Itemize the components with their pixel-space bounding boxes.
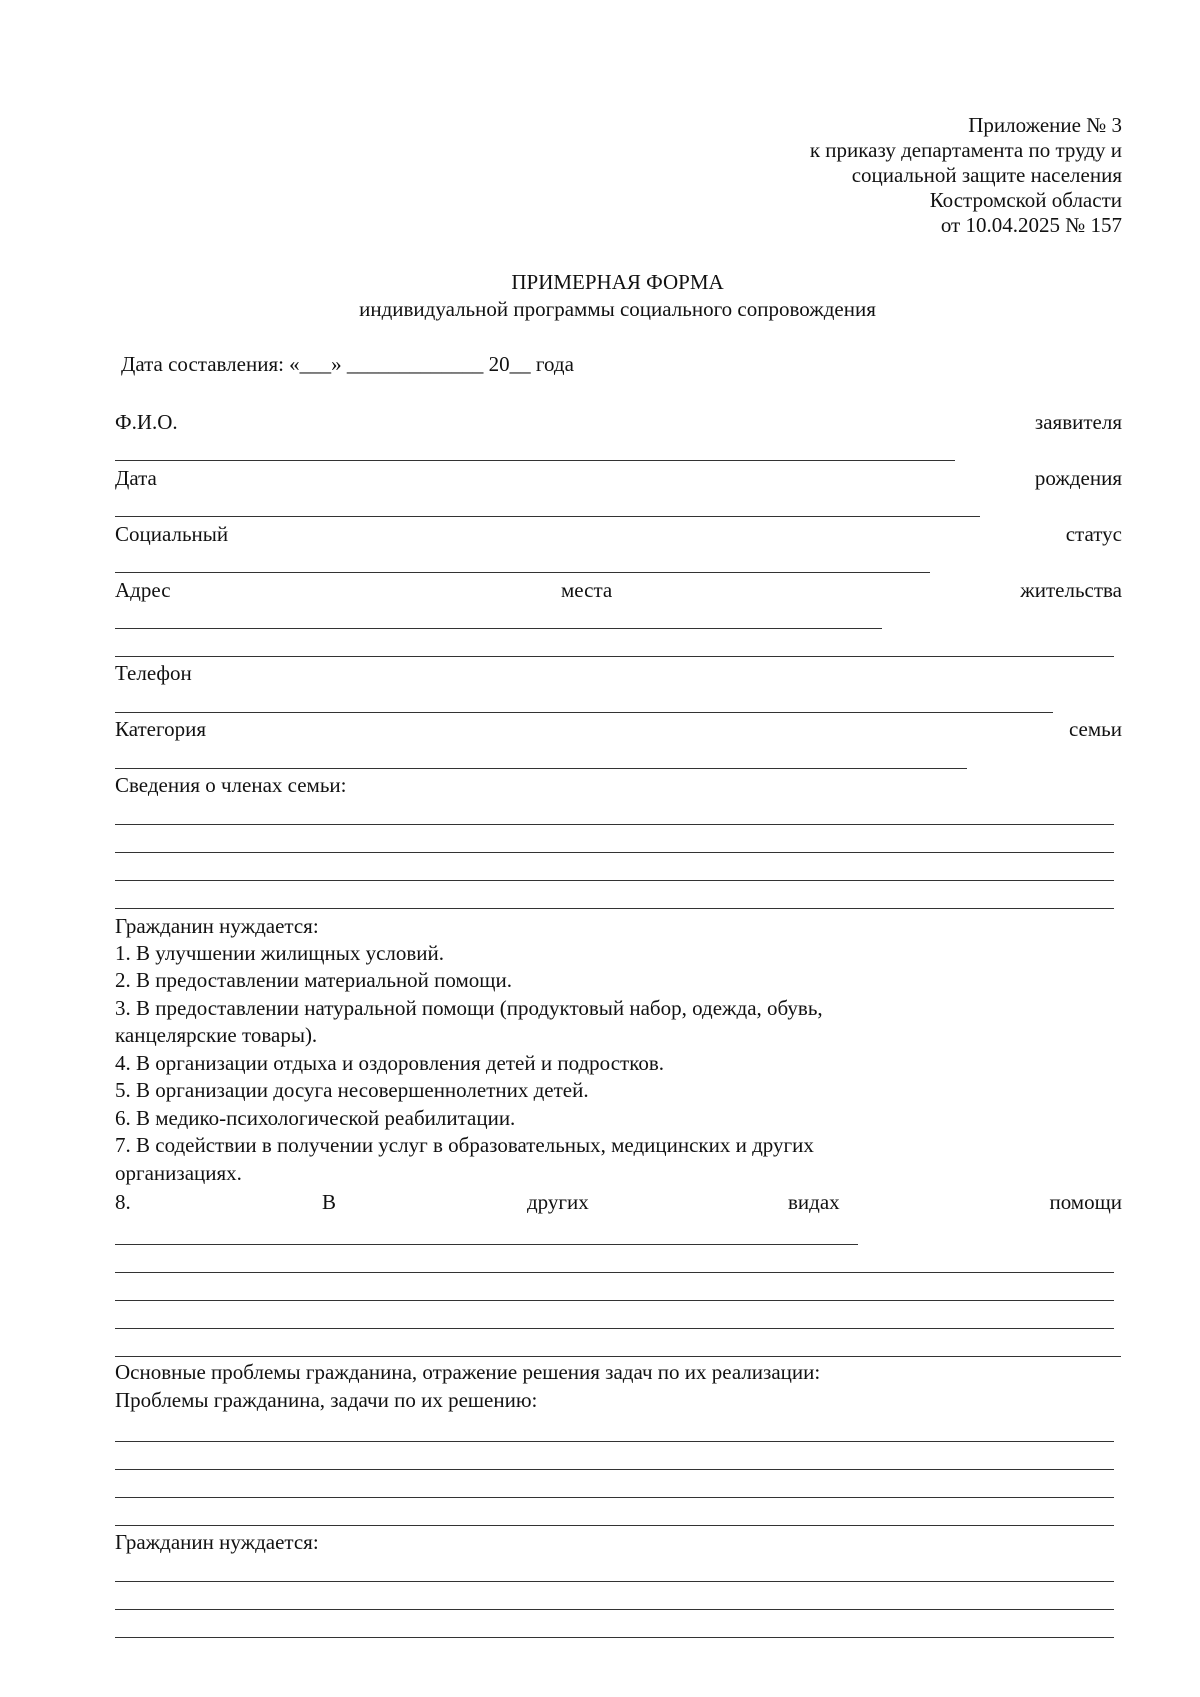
other-help-line[interactable] xyxy=(115,1328,1114,1329)
address-label: Адрес xyxy=(115,578,171,602)
address-suffix: жительства xyxy=(1020,578,1122,602)
needs-item: 7. В содействии в получении услуг в образовательных, медицинских и других xyxy=(115,1133,814,1157)
needs2-line[interactable] xyxy=(115,1637,1114,1638)
item8-word: помощи xyxy=(1049,1190,1122,1214)
needs-item: 4. В организации отдыха и оздоровления детей и подростков. xyxy=(115,1051,664,1075)
address-field-line-2[interactable] xyxy=(115,656,1114,657)
needs-item: 3. В предоставлении натуральной помощи (продуктовый набор, одежда, обувь, xyxy=(115,996,823,1020)
problems-line[interactable] xyxy=(115,1441,1114,1442)
needs-item: 1. В улучшении жилищных условий. xyxy=(115,941,445,965)
form-title: ПРИМЕРНАЯ ФОРМА xyxy=(511,270,724,294)
problems-line[interactable] xyxy=(115,1497,1114,1498)
problems-subheading: Проблемы гражданина, задачи по их решению: xyxy=(115,1388,538,1412)
problems-line[interactable] xyxy=(115,1525,1114,1526)
needs2-line[interactable] xyxy=(115,1581,1114,1582)
phone-field-line[interactable] xyxy=(115,712,1053,713)
needs-item-continuation: канцелярские товары). xyxy=(115,1023,318,1047)
category-suffix: семьи xyxy=(1068,717,1122,741)
birth-suffix: рождения xyxy=(1034,466,1122,490)
category-label: Категория xyxy=(115,717,206,741)
family-members-line[interactable] xyxy=(115,852,1114,853)
other-help-line[interactable] xyxy=(115,1300,1114,1301)
appendix-number: Приложение № 3 xyxy=(968,113,1122,137)
birth-field-line[interactable] xyxy=(115,516,980,517)
compilation-date-line: Дата составления: «___» _____________ 20__ года xyxy=(121,352,574,376)
region-line: Костромской области xyxy=(929,188,1122,212)
other-help-line[interactable] xyxy=(115,1356,1121,1357)
address-middle-word: места xyxy=(561,578,613,602)
other-help-line[interactable] xyxy=(115,1272,1114,1273)
fio-field-line[interactable] xyxy=(115,460,955,461)
status-label: Социальный xyxy=(115,522,229,546)
item8-word: других xyxy=(527,1190,589,1214)
family-members-line[interactable] xyxy=(115,824,1114,825)
problems-heading: Основные проблемы гражданина, отражение решения задач по их реализации: xyxy=(115,1360,821,1384)
needs-heading: Гражданин нуждается: xyxy=(115,914,319,938)
fio-label: Ф.И.О. xyxy=(115,410,178,434)
item8-word: В xyxy=(322,1190,337,1214)
item8-word: видах xyxy=(788,1190,840,1214)
department-line: социальной защите населения xyxy=(851,163,1122,187)
needs-item: 2. В предоставлении материальной помощи. xyxy=(115,968,512,992)
birth-label: Дата xyxy=(115,466,157,490)
needs2-heading: Гражданин нуждается: xyxy=(115,1530,319,1554)
family-members-label: Сведения о членах семьи: xyxy=(115,773,347,797)
other-help-line[interactable] xyxy=(115,1244,858,1245)
fio-suffix: заявителя xyxy=(1034,410,1122,434)
family-members-line[interactable] xyxy=(115,908,1114,909)
order-reference-line: к приказу департамента по труду и xyxy=(809,138,1122,162)
address-field-line[interactable] xyxy=(115,628,882,629)
needs-item: 6. В медико-психологической реабилитации. xyxy=(115,1106,516,1130)
status-field-line[interactable] xyxy=(115,572,930,573)
order-date-line: от 10.04.2025 № 157 xyxy=(940,213,1122,237)
status-suffix: статус xyxy=(1065,522,1122,546)
needs-item: 5. В организации досуга несовершеннолетних детей. xyxy=(115,1078,589,1102)
form-subtitle: индивидуальной программы социального сопровождения xyxy=(359,297,876,321)
phone-label: Телефон xyxy=(115,661,192,685)
category-field-line[interactable] xyxy=(115,768,967,769)
item8-number: 8. xyxy=(115,1190,131,1214)
needs2-line[interactable] xyxy=(115,1609,1114,1610)
family-members-line[interactable] xyxy=(115,880,1114,881)
needs-item-continuation: организациях. xyxy=(115,1161,242,1185)
problems-line[interactable] xyxy=(115,1469,1114,1470)
